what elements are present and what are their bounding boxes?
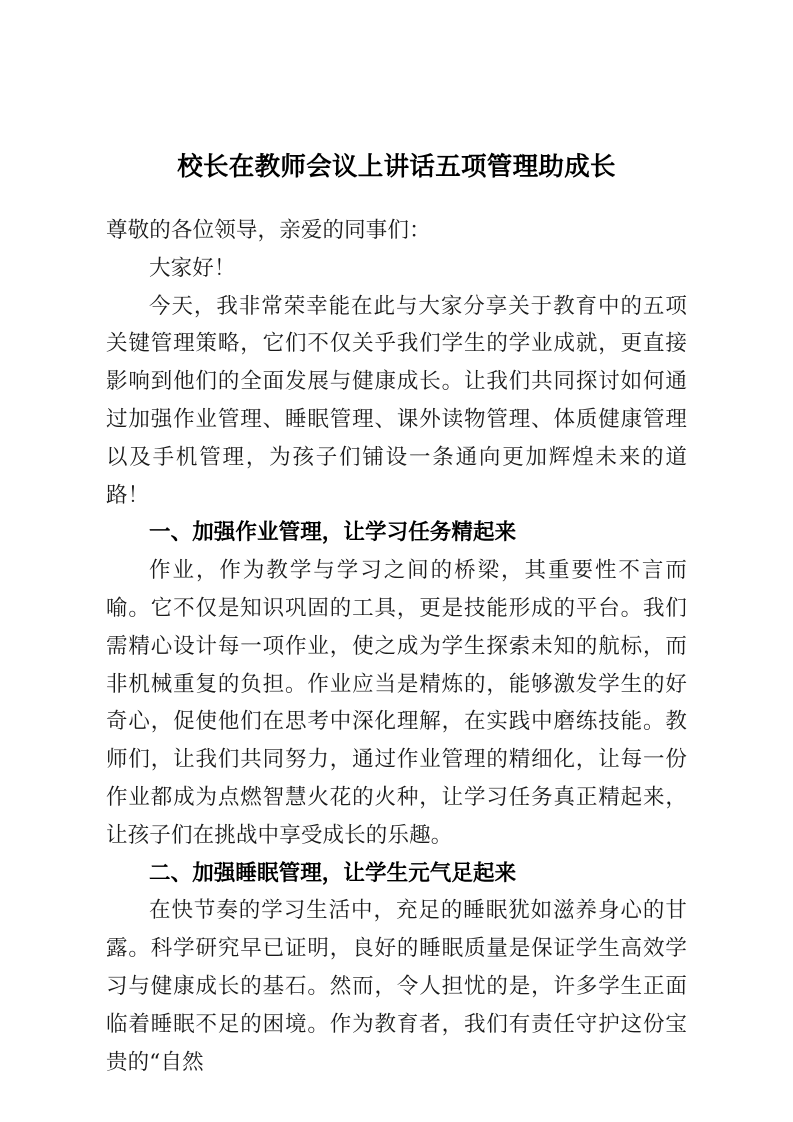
section-heading-2: 二、加强睡眠管理，让学生元气足起来: [149, 860, 517, 886]
section-heading-1: 一、加强作业管理，让学习任务精起来: [149, 520, 517, 546]
greeting-paragraph: 大家好！: [149, 255, 236, 281]
document-content: [106, 0, 687, 1081]
page-title: 校长在教师会议上讲话五项管理助成长: [177, 152, 616, 182]
section-body-1: 作业，作为教学与学习之间的桥梁，其重要性不言而喻。它不仅是知识巩固的工具，更是技能形成的平台。我们需精心设计每一项作业，使之成为学生探索未知的航标，而非机械重复的负担。作业应当是精炼的，能够激发学生的好奇心，促使他们在思考中深化理解，在实践中磨练技能。教师们，让我们共同努力，通过作业管理的精细化，让每一份作业都成为点燃智慧火花的火种，让学习任务真正精起来，让孩子们在挑战中享受成长的乐趣。: [106, 558, 687, 848]
salutation-paragraph: 尊敬的各位领导，亲爱的同事们：: [106, 218, 431, 243]
document-body: [106, 182, 687, 1081]
section-body-2: 在快节奏的学习生活中，充足的睡眠犹如滋养身心的甘露。科学研究早已证明，良好的睡眠质量是保证学生高效学习与健康成长的基石。然而，令人担忧的是，许多学生正面临着睡眠不足的困境。作为教育者，我们有责任守护这份宝贵的“自然: [106, 898, 687, 1075]
intro-paragraph: 今天，我非常荣幸能在此与大家分享关于教育中的五项关键管理策略，它们不仅关乎我们学生的学业成就，更直接影响到他们的全面发展与健康成长。让我们共同探讨如何通过加强作业管理、睡眠管理、课外读物管理、体质健康管理以及手机管理，为孩子们铺设一条通向更加辉煌未来的道路！: [106, 293, 687, 508]
